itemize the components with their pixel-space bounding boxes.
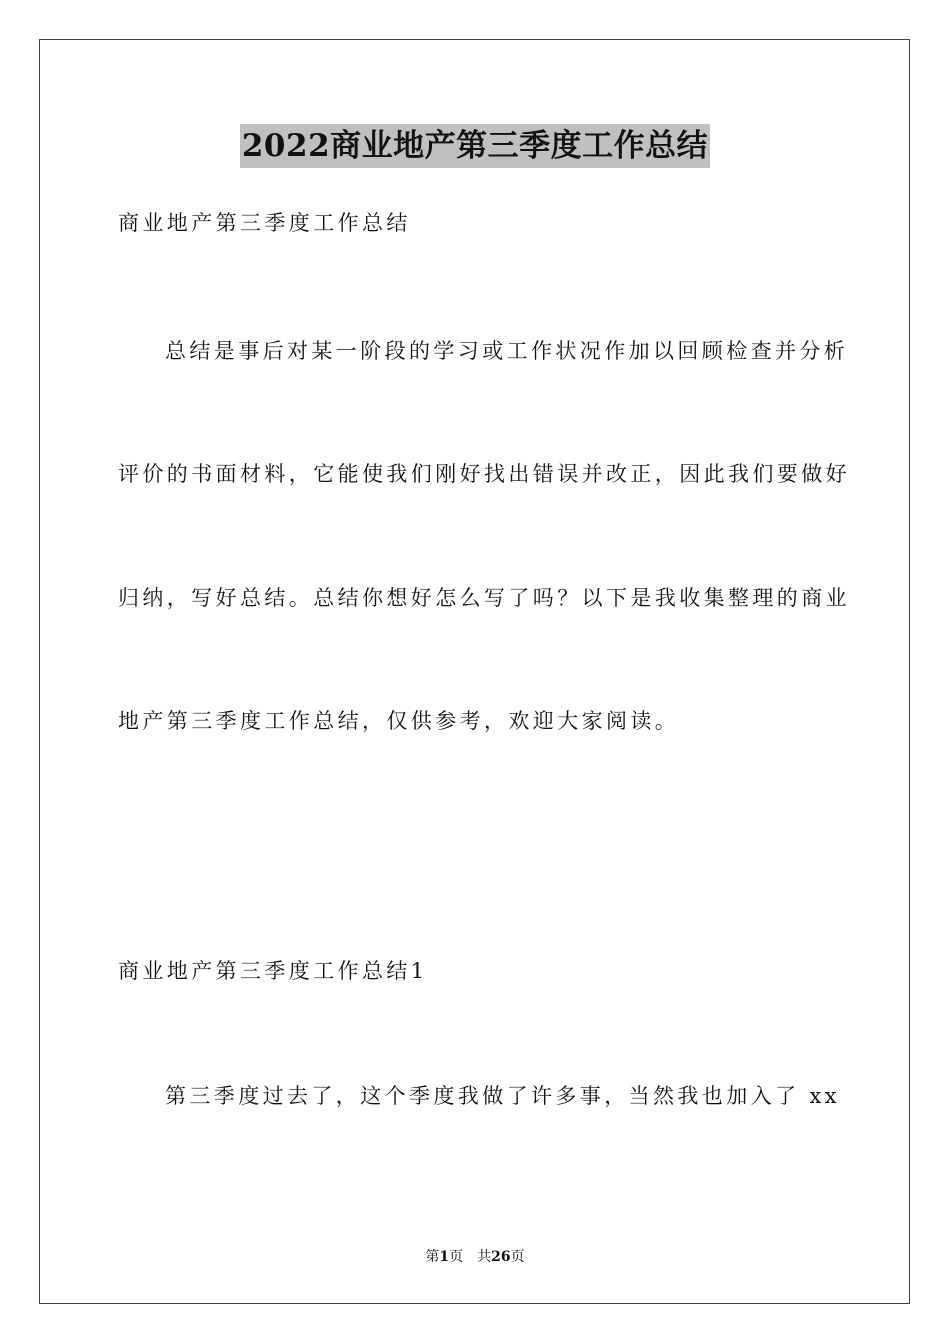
paragraph-line: 第三季度过去了，这个季度我做了许多事，当然我也加入了 xx	[165, 1084, 840, 1108]
footer-current-page: 1	[439, 1249, 450, 1265]
footer-prefix: 第	[425, 1249, 440, 1265]
section-heading: 商业地产第三季度工作总结1	[118, 959, 428, 983]
footer-suffix: 页	[510, 1249, 525, 1265]
paragraph-line: 总结是事后对某一阶段的学习或工作状况作加以回顾检查并分析	[165, 339, 849, 363]
document-title: 2022商业地产第三季度工作总结	[240, 124, 710, 168]
document-subtitle: 商业地产第三季度工作总结	[118, 211, 411, 235]
paragraph-line: 评价的书面材料，它能使我们刚好找出错误并改正，因此我们要做好	[118, 462, 850, 486]
paragraph-line: 地产第三季度工作总结，仅供参考，欢迎大家阅读。	[118, 709, 680, 733]
footer-middle: 页 共	[449, 1249, 492, 1265]
title-wrapper	[0, 124, 950, 168]
paragraph-line: 归纳，写好总结。总结你想好怎么写了吗？以下是我收集整理的商业	[118, 586, 850, 610]
footer-total-pages: 26	[491, 1249, 511, 1265]
page-footer	[0, 1247, 950, 1267]
